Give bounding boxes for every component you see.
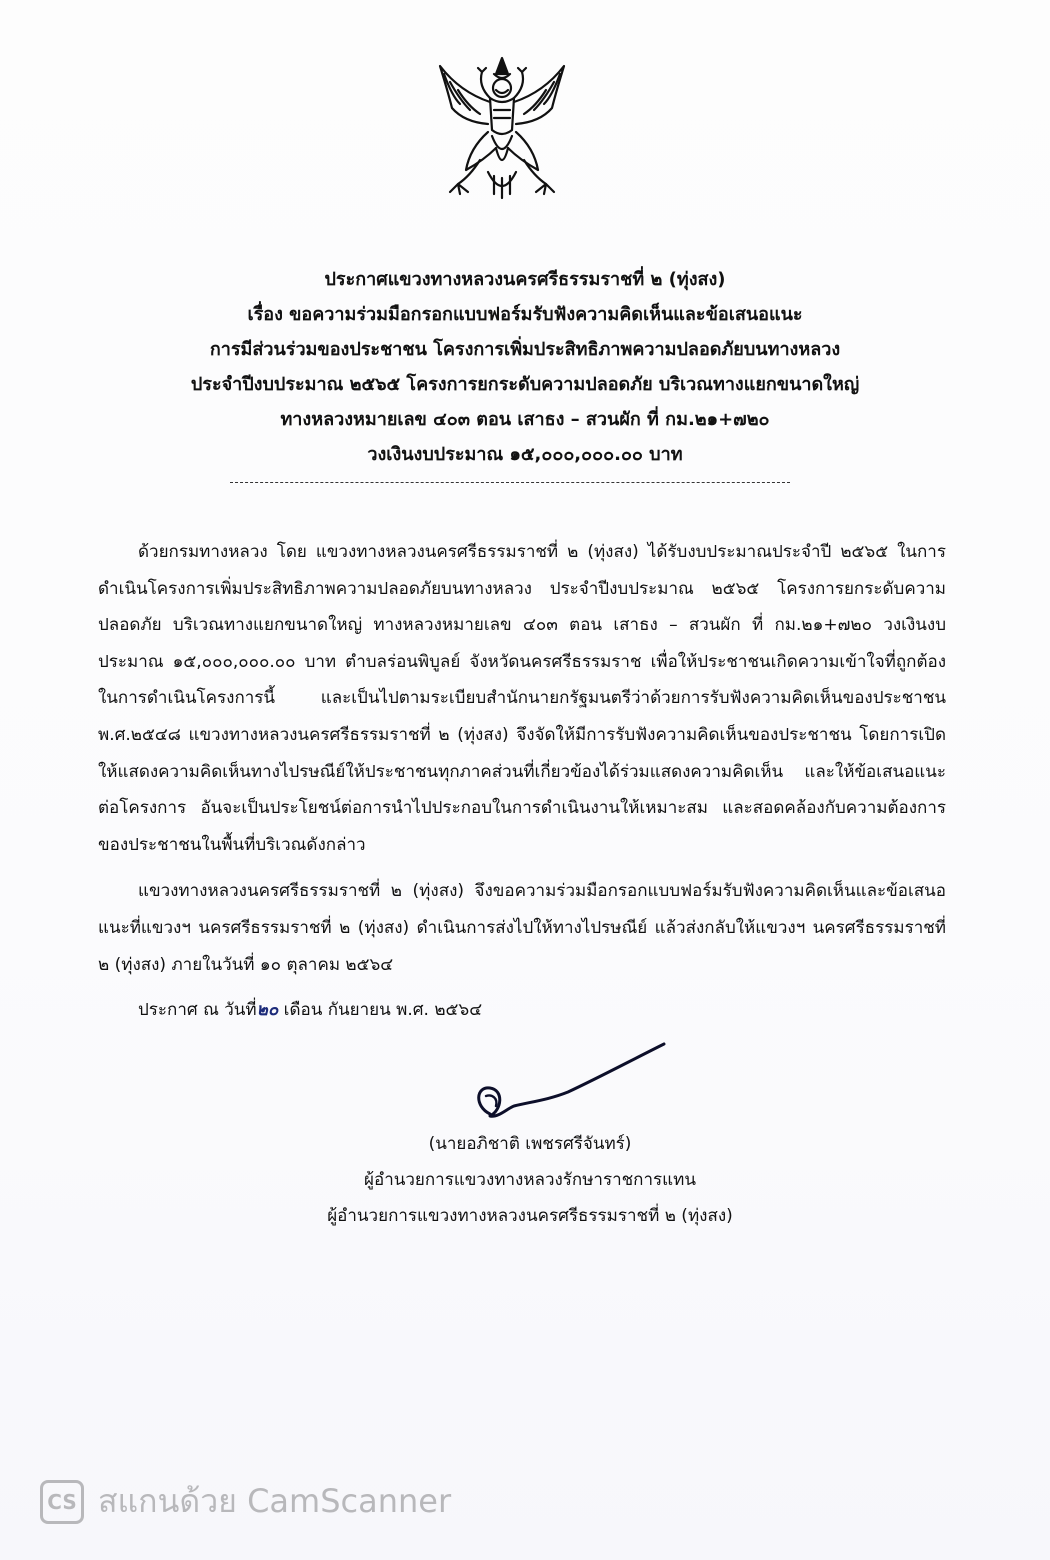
- title-line-3: การมีส่วนร่วมของประชาชน โครงการเพิ่มประสิทธิภาพความปลอดภัยบนทางหลวง: [209, 339, 841, 360]
- signer-position-1: ผู้อำนวยการแขวงทางหลวงรักษาราชการแทน: [364, 1170, 696, 1190]
- handwritten-signature: [468, 1036, 678, 1136]
- date-prefix: ประกาศ ณ วันที่: [138, 1000, 257, 1020]
- signer-block: [250, 1126, 810, 1234]
- announcement-date: [138, 996, 482, 1023]
- camscanner-watermark: [40, 1476, 451, 1527]
- body-paragraph-1: ด้วยกรมทางหลวง โดย แขวงทางหลวงนครศรีธรรมราชที่ ๒ (ทุ่งสง) ได้รับงบประมาณประจำปี ๒๕๖๕ ในการดำเนินโครงการเพิ่มประสิทธิภาพความปลอดภัยบนทางหลวง ประจำปีงบประมาณ ๒๕๖๕ โครงการยกระดับความปลอดภัย บริเวณทางแยกขนาดใหญ่ ทางหลวงหมายเลข ๔๐๓ ตอน เสาธง – สวนผัก ที่ กม.๒๑+๗๒๐ วงเงินงบประมาณ ๑๕,๐๐๐,๐๐๐.๐๐ บาท ตำบลร่อนพิบูลย์ จังหวัดนครศรีธรรมราช เพื่อให้ประชาชนเกิดความเข้าใจที่ถูกต้องในการดำเนินโครงการนี้ และเป็นไปตามระเบียบสำนักนายกรัฐมนตรีว่าด้วยการรับฟังความคิดเห็นของประชาชน พ.ศ.๒๕๔๘ แขวงทางหลวงนครศรีธรรมราชที่ ๒ (ทุ่งสง) จึงจัดให้มีการรับฟังความคิดเห็นของประชาชน โดยการเปิดให้แสดงความคิดเห็นทางไปรษณีย์ให้ประชาชนทุกภาคส่วนที่เกี่ยวข้องได้ร่วมแสดงความคิดเห็น และให้ข้อเสนอแนะต่อโครงการ อันจะเป็นประโยชน์ต่อการนำไปประกอบในการดำเนินงานให้เหมาะสม และสอดคล้องกับความต้องการของประชาชนในพื้นที่บริเวณดังกล่าว: [98, 542, 946, 855]
- handwritten-day: ๒๐: [256, 1000, 279, 1020]
- title-line-4: ประจำปีงบประมาณ ๒๕๖๕ โครงการยกระดับความปลอดภัย บริเวณทางแยกขนาดใหญ่: [190, 374, 860, 395]
- title-line-5: ทางหลวงหมายเลข ๔๐๓ ตอน เสาธง – สวนผัก ที่ กม.๒๑+๗๒๐: [280, 409, 770, 430]
- title-line-6: วงเงินงบประมาณ ๑๕,๐๐๐,๐๐๐.๐๐ บาท: [367, 444, 683, 465]
- body-paragraph-2: แขวงทางหลวงนครศรีธรรมราชที่ ๒ (ทุ่งสง) จึงขอความร่วมมือกรอกแบบฟอร์มรับฟังความคิดเห็นและข้อเสนอแนะที่แขวงฯ นครศรีธรรมราชที่ ๒ (ทุ่งสง) ดำเนินการส่งไปให้ทางไปรษณีย์ แล้วส่งกลับให้แขวงฯ นครศรีธรรมราชที่ ๒ (ทุ่งสง) ภายในวันที่ ๑๐ ตุลาคม ๒๕๖๔: [98, 881, 946, 975]
- date-suffix: เดือน กันยายน พ.ศ. ๒๕๖๔: [283, 1000, 483, 1020]
- garuda-emblem-icon: [430, 52, 574, 202]
- title-line-2: เรื่อง ขอความร่วมมือกรอกแบบฟอร์มรับฟังความคิดเห็นและข้อเสนอแนะ: [247, 304, 803, 325]
- signer-position-2: ผู้อำนวยการแขวงทางหลวงนครศรีธรรมราชที่ ๒ (ทุ่งสง): [327, 1206, 733, 1226]
- dashed-divider: [230, 482, 790, 483]
- watermark-text: สแกนด้วย CamScanner: [98, 1482, 452, 1520]
- title-line-1: ประกาศแขวงทางหลวงนครศรีธรรมราชที่ ๒ (ทุ่งสง): [324, 269, 726, 290]
- camscanner-logo-icon: CS: [40, 1480, 84, 1524]
- signer-name: (นายอภิชาติ เพชรศรีจันทร์): [428, 1134, 632, 1154]
- announcement-title: [100, 262, 950, 472]
- announcement-body: [98, 534, 946, 983]
